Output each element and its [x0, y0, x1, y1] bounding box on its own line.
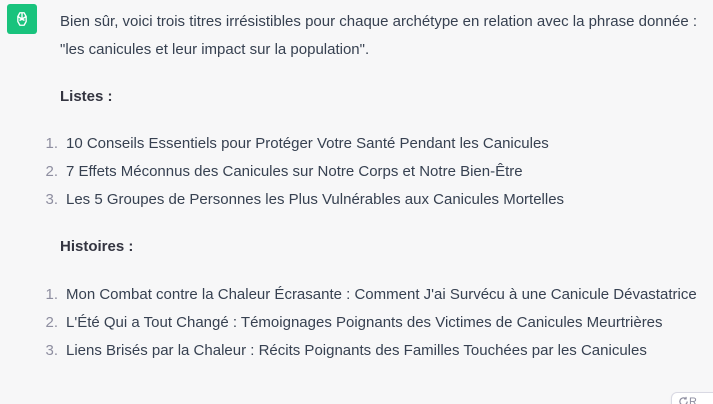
list-item	[45, 130, 708, 158]
list-item-number: 1.	[45, 286, 58, 303]
list-item-text: 10 Conseils Essentiels pour Protéger Votre Santé Pendant les Canicules	[66, 135, 549, 152]
list-listes	[45, 130, 708, 214]
list-item-number: 1.	[45, 135, 58, 152]
section-heading-histoires: Histoires :	[60, 238, 134, 255]
list-item-number: 3.	[45, 191, 58, 208]
message-content	[45, 8, 708, 365]
list-item	[45, 158, 708, 186]
list-item	[45, 281, 708, 309]
regenerate-icon	[678, 396, 689, 404]
assistant-avatar	[7, 4, 37, 34]
list-item-text: Liens Brisés par la Chaleur : Récits Poignants des Familles Touchées par les Canicules	[66, 342, 647, 359]
list-item-text: Les 5 Groupes de Personnes les Plus Vulnérables aux Canicules Mortelles	[66, 191, 565, 208]
list-item	[45, 337, 708, 365]
list-histoires	[45, 281, 708, 365]
list-item	[45, 186, 708, 214]
list-item-number: 3.	[45, 342, 58, 359]
list-item-number: 2.	[45, 314, 58, 331]
section-heading-listes: Listes :	[60, 88, 113, 105]
openai-logo-icon	[12, 9, 32, 29]
list-item-text: Mon Combat contre la Chaleur Écrasante : Comment J'ai Survécu à une Canicule Dévastatrice	[66, 286, 697, 303]
list-item-number: 2.	[45, 163, 58, 180]
regenerate-button[interactable]	[671, 392, 713, 404]
regenerate-label: R	[689, 396, 697, 404]
message-intro: Bien sûr, voici trois titres irrésistibles pour chaque archétype en relation avec la phrase donnée : "les canicules et leur impact sur la population".	[60, 13, 698, 58]
list-item	[45, 309, 708, 337]
list-item-text: L'Été Qui a Tout Changé : Témoignages Poignants des Victimes de Canicules Meurtrières	[66, 314, 663, 331]
list-item-text: 7 Effets Méconnus des Canicules sur Notre Corps et Notre Bien-Être	[66, 163, 523, 180]
